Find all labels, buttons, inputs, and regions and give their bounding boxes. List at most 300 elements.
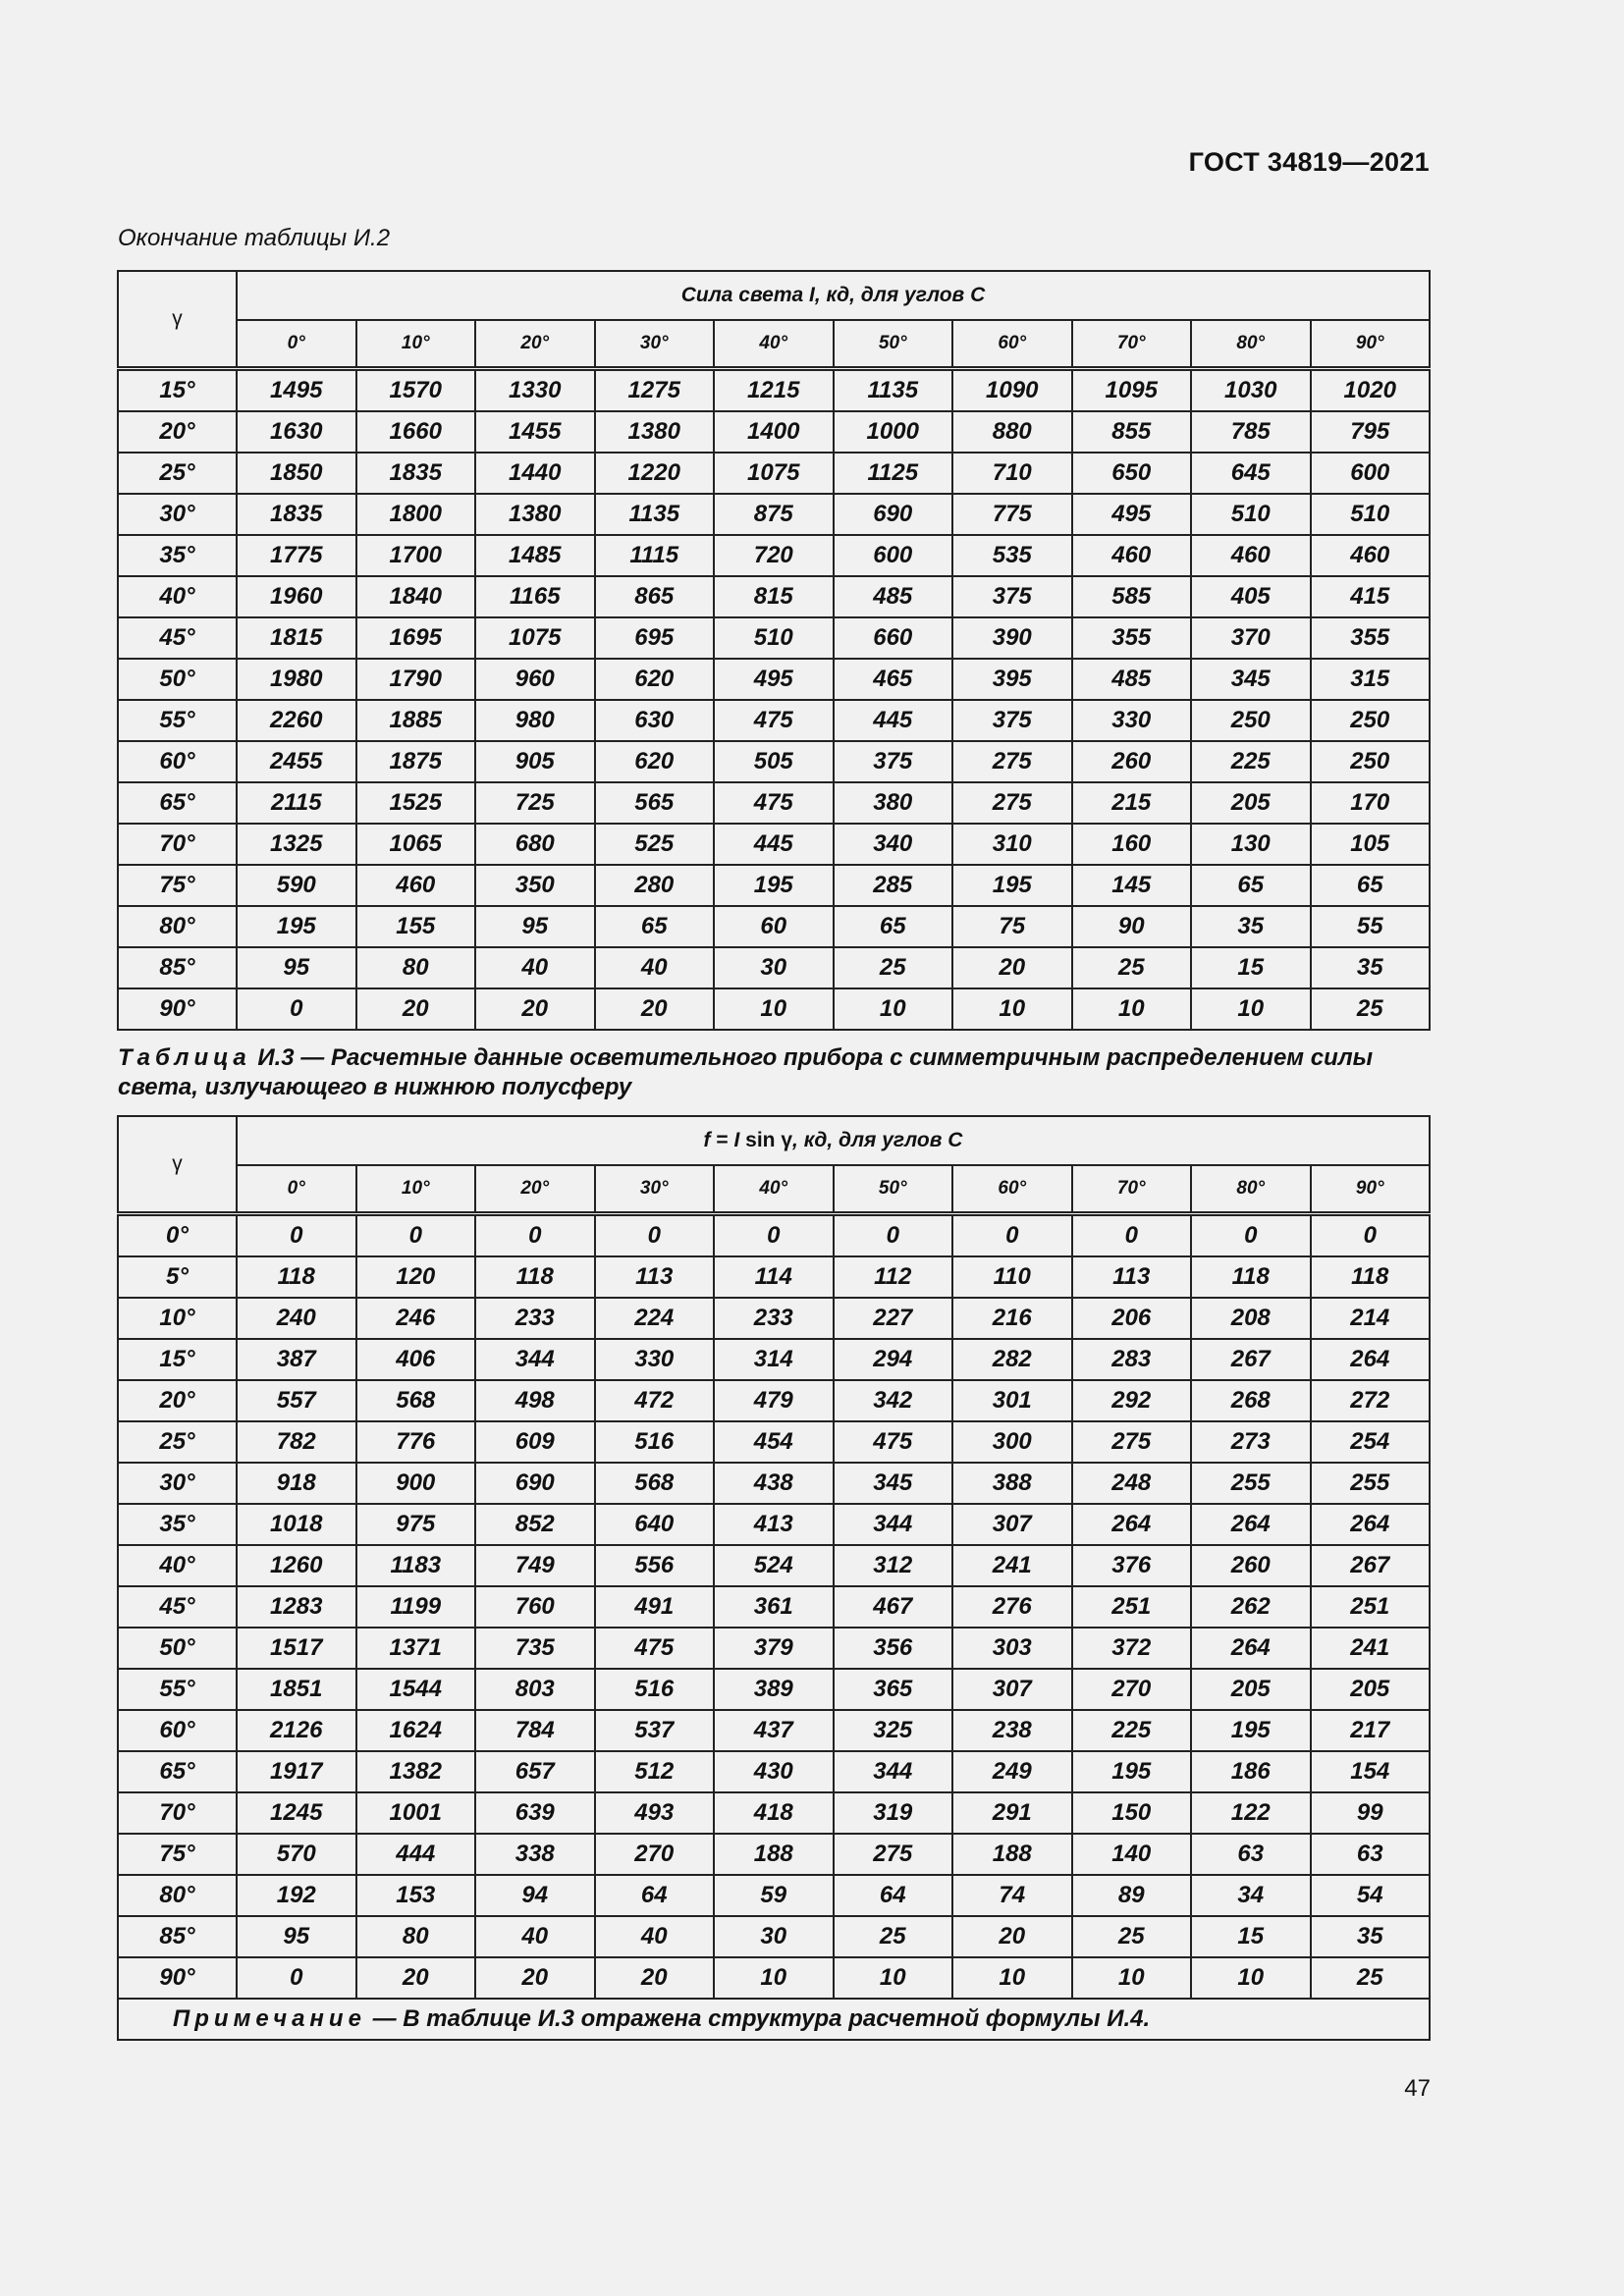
table-row [118,1380,1430,1421]
column-header: 10° [356,320,476,369]
value-cell: 95 [237,1916,356,1957]
gamma-cell: 60° [118,741,237,782]
value-cell: 880 [952,411,1072,453]
value-cell: 905 [475,741,595,782]
value-cell: 20 [475,988,595,1030]
value-cell: 292 [1072,1380,1192,1421]
value-cell: 467 [834,1586,953,1628]
gamma-cell: 40° [118,576,237,617]
value-cell: 0 [356,1214,476,1257]
column-header: 60° [952,320,1072,369]
gamma-cell: 20° [118,411,237,453]
value-cell: 1018 [237,1504,356,1545]
table-row [118,741,1430,782]
value-cell: 1800 [356,494,476,535]
value-cell: 60 [714,906,834,947]
table-row [118,1214,1430,1257]
gamma-cell: 10° [118,1298,237,1339]
value-cell: 145 [1072,865,1192,906]
gamma-cell: 45° [118,1586,237,1628]
value-cell: 250 [1311,741,1431,782]
value-cell: 460 [1311,535,1431,576]
value-cell: 390 [952,617,1072,659]
value-cell: 375 [834,741,953,782]
value-cell: 710 [952,453,1072,494]
value-cell: 314 [714,1339,834,1380]
value-cell: 186 [1191,1751,1311,1792]
value-cell: 25 [834,1916,953,1957]
value-cell: 325 [834,1710,953,1751]
value-cell: 660 [834,617,953,659]
value-cell: 1330 [475,369,595,412]
value-cell: 600 [1311,453,1431,494]
table2-group-header: f = I sin γ, кд, для углов C [237,1116,1430,1165]
gamma-cell: 20° [118,1380,237,1421]
value-cell: 206 [1072,1298,1192,1339]
value-cell: 94 [475,1875,595,1916]
value-cell: 140 [1072,1834,1192,1875]
column-header: 20° [475,320,595,369]
value-cell: 350 [475,865,595,906]
value-cell: 510 [714,617,834,659]
value-cell: 267 [1191,1339,1311,1380]
value-cell: 34 [1191,1875,1311,1916]
value-cell: 120 [356,1256,476,1298]
value-cell: 556 [595,1545,715,1586]
value-cell: 0 [595,1214,715,1257]
value-cell: 2260 [237,700,356,741]
value-cell: 1630 [237,411,356,453]
table-row [118,1298,1430,1339]
value-cell: 10 [1072,988,1192,1030]
gamma-cell: 35° [118,1504,237,1545]
value-cell: 430 [714,1751,834,1792]
value-cell: 0 [1072,1214,1192,1257]
value-cell: 35 [1311,1916,1431,1957]
value-cell: 25 [1072,1916,1192,1957]
table-row [118,1421,1430,1463]
table-row [118,535,1430,576]
value-cell: 195 [952,865,1072,906]
value-cell: 1065 [356,824,476,865]
gamma-cell: 30° [118,494,237,535]
value-cell: 525 [595,824,715,865]
gamma-cell: 60° [118,1710,237,1751]
gamma-cell: 80° [118,1875,237,1916]
gamma-cell: 45° [118,617,237,659]
value-cell: 537 [595,1710,715,1751]
value-cell: 413 [714,1504,834,1545]
value-cell: 865 [595,576,715,617]
value-cell: 1125 [834,453,953,494]
value-cell: 35 [1311,947,1431,988]
value-cell: 1835 [237,494,356,535]
value-cell: 20 [952,947,1072,988]
value-cell: 118 [1311,1256,1431,1298]
gamma-cell: 75° [118,865,237,906]
value-cell: 1165 [475,576,595,617]
value-cell: 275 [952,741,1072,782]
value-cell: 249 [952,1751,1072,1792]
value-cell: 112 [834,1256,953,1298]
value-cell: 444 [356,1834,476,1875]
document-id: ГОСТ 34819—2021 [1188,147,1430,177]
gamma-cell: 80° [118,906,237,947]
value-cell: 275 [1072,1421,1192,1463]
gamma-cell: 15° [118,369,237,412]
table-row [118,1669,1430,1710]
value-cell: 275 [952,782,1072,824]
value-cell: 254 [1311,1421,1431,1463]
column-header: 10° [356,1165,476,1214]
value-cell: 600 [834,535,953,576]
value-cell: 585 [1072,576,1192,617]
value-cell: 388 [952,1463,1072,1504]
value-cell: 74 [952,1875,1072,1916]
value-cell: 795 [1311,411,1431,453]
value-cell: 40 [595,1916,715,1957]
value-cell: 516 [595,1421,715,1463]
table-row [118,988,1430,1030]
table-row [118,1628,1430,1669]
value-cell: 1775 [237,535,356,576]
value-cell: 64 [834,1875,953,1916]
value-cell: 0 [1311,1214,1431,1257]
value-cell: 224 [595,1298,715,1339]
value-cell: 65 [595,906,715,947]
value-cell: 90 [1072,906,1192,947]
value-cell: 95 [237,947,356,988]
value-cell: 195 [237,906,356,947]
value-cell: 307 [952,1669,1072,1710]
gamma-cell: 85° [118,947,237,988]
value-cell: 1790 [356,659,476,700]
value-cell: 241 [1311,1628,1431,1669]
value-cell: 118 [237,1256,356,1298]
value-cell: 680 [475,824,595,865]
value-cell: 272 [1311,1380,1431,1421]
value-cell: 975 [356,1504,476,1545]
value-cell: 319 [834,1792,953,1834]
gamma-column-header: γ [118,271,237,369]
value-cell: 113 [1072,1256,1192,1298]
value-cell: 255 [1191,1463,1311,1504]
value-cell: 25 [1072,947,1192,988]
value-cell: 418 [714,1792,834,1834]
gamma-cell: 5° [118,1256,237,1298]
value-cell: 64 [595,1875,715,1916]
value-cell: 852 [475,1504,595,1545]
value-cell: 640 [595,1504,715,1545]
value-cell: 251 [1072,1586,1192,1628]
column-header: 90° [1311,320,1431,369]
value-cell: 10 [952,988,1072,1030]
value-cell: 80 [356,947,476,988]
value-cell: 465 [834,659,953,700]
value-cell: 110 [952,1256,1072,1298]
value-cell: 1183 [356,1545,476,1586]
gamma-cell: 25° [118,453,237,494]
value-cell: 113 [595,1256,715,1298]
value-cell: 188 [714,1834,834,1875]
value-cell: 1455 [475,411,595,453]
value-cell: 1815 [237,617,356,659]
column-header: 0° [237,320,356,369]
value-cell: 35 [1191,906,1311,947]
value-cell: 356 [834,1628,953,1669]
value-cell: 460 [1191,535,1311,576]
column-header: 40° [714,320,834,369]
value-cell: 40 [595,947,715,988]
gamma-cell: 70° [118,1792,237,1834]
value-cell: 803 [475,1669,595,1710]
value-cell: 1115 [595,535,715,576]
value-cell: 1090 [952,369,1072,412]
table1-column-headers [118,320,1430,369]
value-cell: 20 [595,1957,715,1999]
value-cell: 365 [834,1669,953,1710]
value-cell: 355 [1311,617,1431,659]
value-cell: 1835 [356,453,476,494]
value-cell: 380 [834,782,953,824]
value-cell: 1885 [356,700,476,741]
value-cell: 1075 [475,617,595,659]
value-cell: 0 [237,1214,356,1257]
table2-column-headers [118,1165,1430,1214]
value-cell: 1075 [714,453,834,494]
value-cell: 155 [356,906,476,947]
value-cell: 205 [1191,1669,1311,1710]
value-cell: 498 [475,1380,595,1421]
value-cell: 114 [714,1256,834,1298]
value-cell: 1517 [237,1628,356,1669]
value-cell: 505 [714,741,834,782]
value-cell: 568 [595,1463,715,1504]
value-cell: 40 [475,947,595,988]
value-cell: 270 [595,1834,715,1875]
value-cell: 268 [1191,1380,1311,1421]
value-cell: 250 [1191,700,1311,741]
value-cell: 0 [834,1214,953,1257]
gamma-cell: 65° [118,782,237,824]
value-cell: 225 [1072,1710,1192,1751]
value-cell: 1371 [356,1628,476,1669]
value-cell: 54 [1311,1875,1431,1916]
value-cell: 918 [237,1463,356,1504]
value-cell: 720 [714,535,834,576]
value-cell: 1260 [237,1545,356,1586]
value-cell: 154 [1311,1751,1431,1792]
value-cell: 775 [952,494,1072,535]
value-cell: 570 [237,1834,356,1875]
value-cell: 1095 [1072,369,1192,412]
value-cell: 264 [1072,1504,1192,1545]
value-cell: 645 [1191,453,1311,494]
value-cell: 960 [475,659,595,700]
column-header: 20° [475,1165,595,1214]
value-cell: 1283 [237,1586,356,1628]
value-cell: 344 [834,1504,953,1545]
value-cell: 95 [475,906,595,947]
value-cell: 251 [1311,1586,1431,1628]
value-cell: 475 [714,700,834,741]
value-cell: 454 [714,1421,834,1463]
value-cell: 361 [714,1586,834,1628]
value-cell: 1001 [356,1792,476,1834]
value-cell: 1380 [475,494,595,535]
value-cell: 262 [1191,1586,1311,1628]
column-header: 70° [1072,320,1192,369]
value-cell: 307 [952,1504,1072,1545]
value-cell: 1020 [1311,369,1431,412]
value-cell: 342 [834,1380,953,1421]
value-cell: 510 [1311,494,1431,535]
value-cell: 516 [595,1669,715,1710]
column-header: 30° [595,1165,715,1214]
value-cell: 1850 [237,453,356,494]
value-cell: 0 [237,988,356,1030]
value-cell: 246 [356,1298,476,1339]
value-cell: 294 [834,1339,953,1380]
value-cell: 330 [595,1339,715,1380]
value-cell: 445 [714,824,834,865]
value-cell: 344 [834,1751,953,1792]
table-row [118,1256,1430,1298]
value-cell: 264 [1191,1504,1311,1545]
value-cell: 15 [1191,947,1311,988]
value-cell: 639 [475,1792,595,1834]
value-cell: 725 [475,782,595,824]
calculated-data-table [117,1115,1431,2041]
gamma-cell: 55° [118,700,237,741]
value-cell: 15 [1191,1916,1311,1957]
gamma-cell: 30° [118,1463,237,1504]
value-cell: 227 [834,1298,953,1339]
table2-caption: Таблица И.3 — Расчетные данные осветительного прибора с симметричным распределением силы света, излучающего в нижнюю полусферу [118,1044,1374,1100]
value-cell: 260 [1191,1545,1311,1586]
value-cell: 10 [1072,1957,1192,1999]
value-cell: 1700 [356,535,476,576]
value-cell: 376 [1072,1545,1192,1586]
value-cell: 1245 [237,1792,356,1834]
table-row [118,865,1430,906]
value-cell: 192 [237,1875,356,1916]
value-cell: 1495 [237,369,356,412]
value-cell: 1135 [834,369,953,412]
value-cell: 1030 [1191,369,1311,412]
gamma-cell: 35° [118,535,237,576]
value-cell: 690 [475,1463,595,1504]
value-cell: 650 [1072,453,1192,494]
table-row [118,1916,1430,1957]
value-cell: 285 [834,865,953,906]
value-cell: 1695 [356,617,476,659]
gamma-cell: 0° [118,1214,237,1257]
value-cell: 270 [1072,1669,1192,1710]
table-row [118,1545,1430,1586]
table-row [118,617,1430,659]
value-cell: 491 [595,1586,715,1628]
value-cell: 10 [834,1957,953,1999]
value-cell: 406 [356,1339,476,1380]
value-cell: 55 [1311,906,1431,947]
table-row [118,453,1430,494]
value-cell: 25 [834,947,953,988]
column-header: 90° [1311,1165,1431,1214]
value-cell: 355 [1072,617,1192,659]
column-header: 50° [834,1165,953,1214]
value-cell: 208 [1191,1298,1311,1339]
value-cell: 776 [356,1421,476,1463]
value-cell: 1000 [834,411,953,453]
value-cell: 395 [952,659,1072,700]
table-row [118,906,1430,947]
gamma-column-header: γ [118,1116,237,1214]
value-cell: 535 [952,535,1072,576]
value-cell: 1875 [356,741,476,782]
gamma-cell: 50° [118,659,237,700]
value-cell: 205 [1191,782,1311,824]
value-cell: 118 [475,1256,595,1298]
value-cell: 512 [595,1751,715,1792]
value-cell: 25 [1311,1957,1431,1999]
value-cell: 250 [1311,700,1431,741]
table1-body [118,369,1430,1031]
value-cell: 609 [475,1421,595,1463]
value-cell: 122 [1191,1792,1311,1834]
value-cell: 217 [1311,1710,1431,1751]
value-cell: 65 [1311,865,1431,906]
value-cell: 255 [1311,1463,1431,1504]
value-cell: 1440 [475,453,595,494]
value-cell: 749 [475,1545,595,1586]
value-cell: 160 [1072,824,1192,865]
value-cell: 153 [356,1875,476,1916]
value-cell: 20 [356,1957,476,1999]
value-cell: 785 [1191,411,1311,453]
value-cell: 620 [595,741,715,782]
value-cell: 118 [1191,1256,1311,1298]
value-cell: 170 [1311,782,1431,824]
table-row [118,1463,1430,1504]
value-cell: 657 [475,1751,595,1792]
value-cell: 1544 [356,1669,476,1710]
value-cell: 59 [714,1875,834,1916]
value-cell: 375 [952,700,1072,741]
value-cell: 438 [714,1463,834,1504]
luminous-intensity-table [117,270,1431,1031]
value-cell: 89 [1072,1875,1192,1916]
value-cell: 205 [1311,1669,1431,1710]
value-cell: 2455 [237,741,356,782]
value-cell: 1851 [237,1669,356,1710]
table-row [118,947,1430,988]
table-row [118,700,1430,741]
value-cell: 495 [714,659,834,700]
value-cell: 10 [1191,1957,1311,1999]
value-cell: 63 [1311,1834,1431,1875]
value-cell: 65 [1191,865,1311,906]
table-row [118,824,1430,865]
value-cell: 20 [952,1916,1072,1957]
value-cell: 241 [952,1545,1072,1586]
gamma-cell: 70° [118,824,237,865]
table-row [118,1875,1430,1916]
value-cell: 565 [595,782,715,824]
value-cell: 105 [1311,824,1431,865]
gamma-cell: 55° [118,1669,237,1710]
value-cell: 485 [1072,659,1192,700]
